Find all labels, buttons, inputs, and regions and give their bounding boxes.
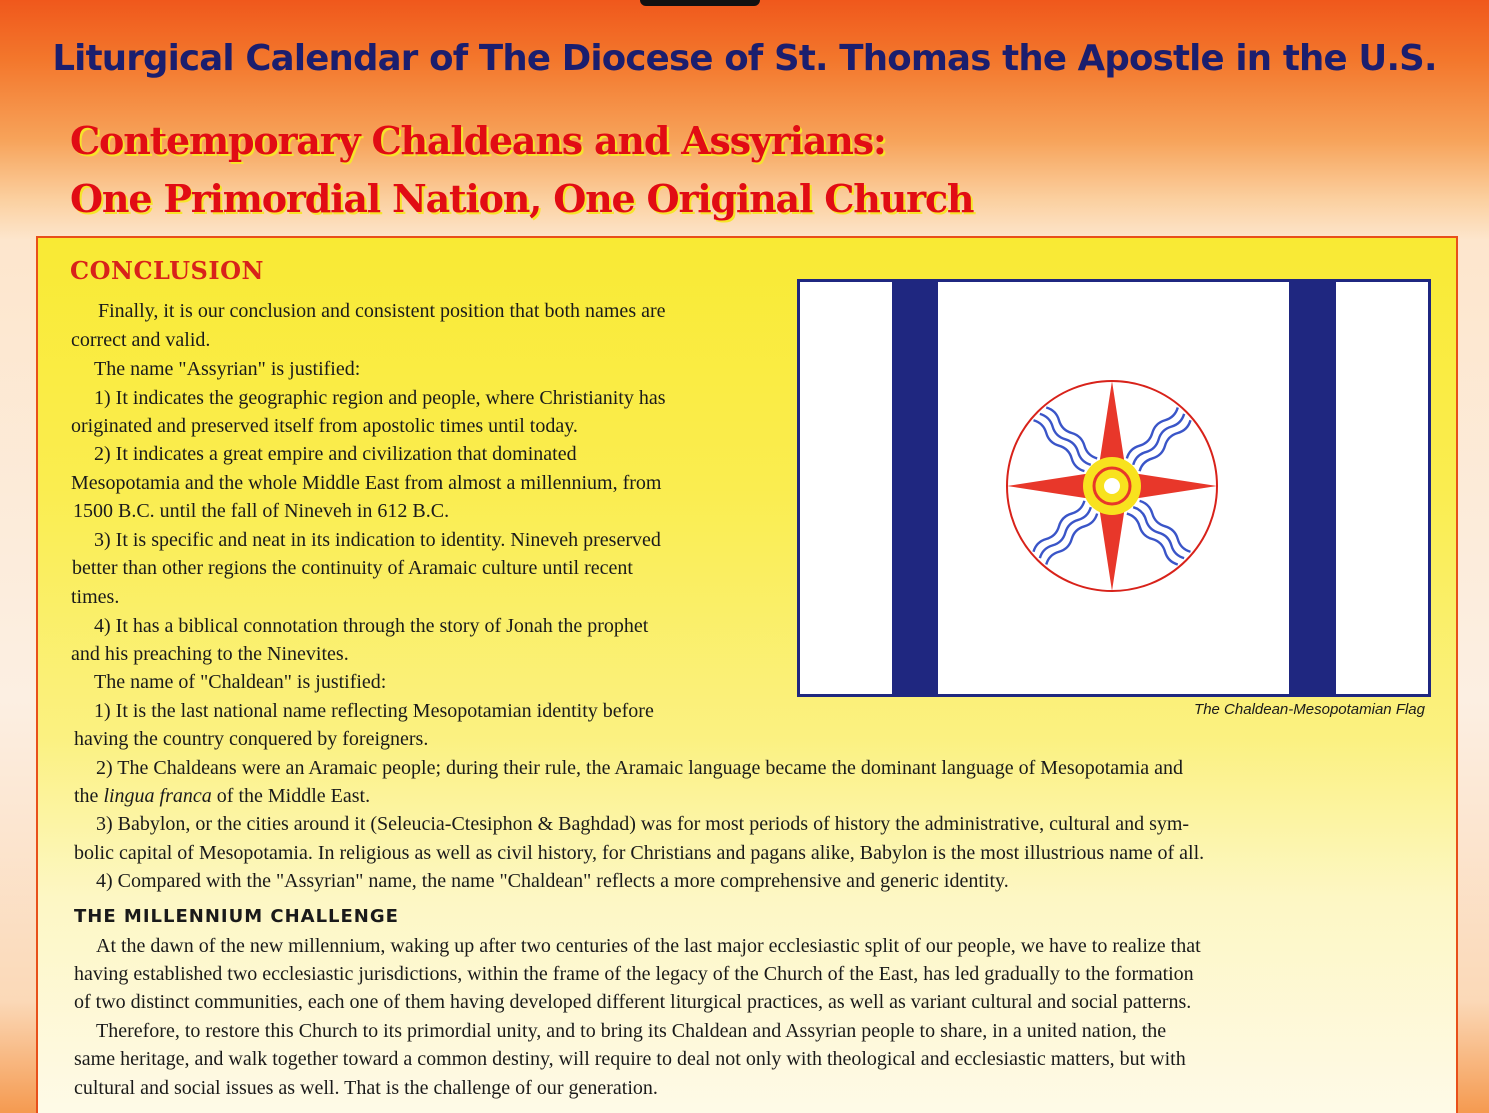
conclusion-heading: CONCLUSION bbox=[70, 256, 264, 285]
calendar-title: Liturgical Calendar of The Diocese of St. Thomas the Apostle in the U.S. bbox=[52, 38, 1437, 79]
emblem-sun-center bbox=[1104, 478, 1120, 494]
conclusion-line: better than other regions the continuity of Aramaic culture until recent bbox=[72, 557, 633, 579]
conclusion-line: The name of "Chaldean" is justified: bbox=[94, 671, 387, 693]
millennium-line: At the dawn of the new millennium, waking up after two centuries of the last major ecclesiastic split of our people, we have to realize that bbox=[96, 935, 1201, 957]
article-title-line-2: One Primordial Nation, One Original Church bbox=[70, 176, 974, 221]
conclusion-line: 4) It has a biblical connotation through the story of Jonah the prophet bbox=[94, 615, 649, 637]
conclusion-line: 2) The Chaldeans were an Aramaic people; during their rule, the Aramaic language became the dominant language of Mesopotamia and bbox=[96, 757, 1184, 779]
conclusion-line: 4) Compared with the "Assyrian" name, the name "Chaldean" reflects a more comprehensive and generic identity. bbox=[96, 870, 1009, 892]
conclusion-line: 3) It is specific and neat in its indication to identity. Nineveh preserved bbox=[94, 529, 661, 551]
millennium-line: Therefore, to restore this Church to its primordial unity, and to bring its Chaldean and Assyrian people to share, in a united nation, the bbox=[96, 1020, 1167, 1042]
article-title-line-1: Contemporary Chaldeans and Assyrians: bbox=[70, 118, 886, 163]
conclusion-line: The name "Assyrian" is justified: bbox=[94, 358, 361, 380]
conclusion-line: bolic capital of Mesopotamia. In religious as well as civil history, for Christians and pagans alike, Babylon is the most illustrious name of all. bbox=[74, 842, 1205, 864]
millennium-line: cultural and social issues as well. That is the challenge of our generation. bbox=[74, 1077, 658, 1099]
conclusion-line-text: of the Middle East. bbox=[216, 785, 371, 807]
conclusion-line: Finally, it is our conclusion and consistent position that both names are bbox=[98, 300, 666, 322]
conclusion-line: 1) It indicates the geographic region and people, where Christianity has bbox=[94, 387, 666, 409]
conclusion-line: 3) Babylon, or the cities around it (Seleucia-Ctesiphon & Baghdad) was for most periods of history the administrative, cultural and sym- bbox=[96, 813, 1190, 835]
conclusion-line: originated and preserved itself from apostolic times until today. bbox=[71, 415, 578, 437]
millennium-heading: THE MILLENNIUM CHALLENGE bbox=[74, 906, 399, 927]
article-title bbox=[70, 112, 973, 228]
millennium-line: of two distinct communities, each one of them having developed different liturgical practices, as well as variant cultural and social patterns. bbox=[74, 991, 1192, 1013]
conclusion-line bbox=[74, 785, 370, 807]
conclusion-line: having the country conquered by foreigners. bbox=[74, 728, 429, 750]
millennium-line: having established two ecclesiastic jurisdictions, within the frame of the legacy of the Church of the East, has led gradually to the formation bbox=[74, 963, 1194, 985]
flag-caption: The Chaldean-Mesopotamian Flag bbox=[1194, 701, 1425, 718]
conclusion-line: and his preaching to the Ninevites. bbox=[71, 643, 349, 665]
flag-graphic bbox=[800, 282, 1428, 694]
conclusion-line: 1) It is the last national name reflecting Mesopotamian identity before bbox=[94, 700, 654, 722]
lingua-franca-text: lingua franca bbox=[103, 785, 212, 807]
top-cutoff-shape bbox=[640, 0, 760, 6]
conclusion-line: Mesopotamia and the whole Middle East from almost a millennium, from bbox=[71, 472, 662, 494]
conclusion-line: correct and valid. bbox=[71, 329, 211, 351]
flag-stripe-right bbox=[1289, 282, 1336, 694]
millennium-line: same heritage, and walk together toward a common destiny, will require to deal not only with theological and ecclesiastic matters, but with bbox=[74, 1048, 1186, 1070]
flag-stripe-left bbox=[892, 282, 938, 694]
conclusion-line: 1500 B.C. until the fall of Nineveh in 612 B.C. bbox=[73, 500, 450, 522]
chaldean-mesopotamian-flag bbox=[797, 279, 1431, 697]
conclusion-line: 2) It indicates a great empire and civilization that dominated bbox=[94, 443, 577, 465]
conclusion-line: times. bbox=[71, 586, 120, 608]
conclusion-line-text: the bbox=[74, 785, 99, 807]
